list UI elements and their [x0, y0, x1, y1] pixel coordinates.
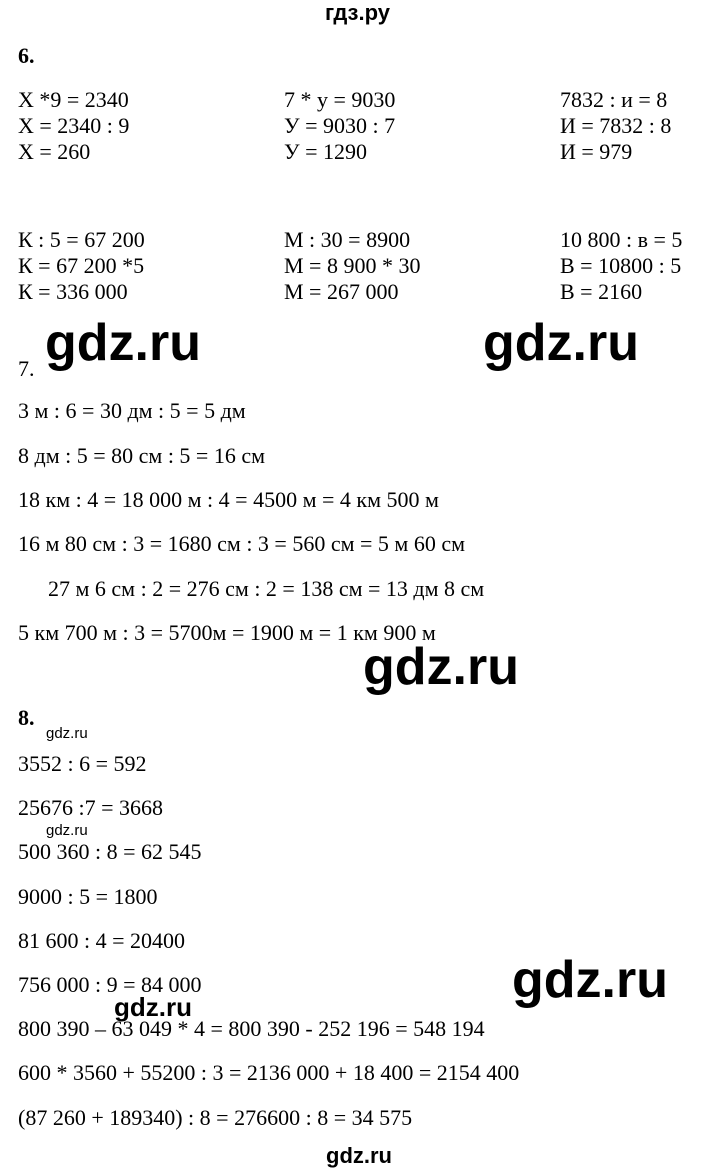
watermark: gdz.ru — [512, 951, 668, 1009]
watermark-medium: gdz.ru — [114, 992, 192, 1022]
task-8-line: 9000 : 5 = 1800 — [18, 884, 158, 909]
task-6-block1-col3 — [560, 87, 671, 165]
task-7-line: 16 м 80 см : 3 = 1680 см : 3 = 560 см = 5 м 60 см — [18, 531, 466, 556]
equation-line: К = 336 000 — [18, 279, 128, 304]
task-8-line: 800 390 – 63 049 * 4 = 800 390 - 252 196 = 548 194 — [18, 1016, 485, 1041]
task-8-line: 500 360 : 8 = 62 545 — [18, 839, 202, 864]
watermark-small: gdz.ru — [46, 725, 88, 742]
task-8-line: 756 000 : 9 = 84 000 — [18, 972, 202, 997]
equation-line: X = 2340 : 9 — [18, 113, 130, 138]
equation-line: К = 67 200 *5 — [18, 253, 145, 278]
site-header: гдз.ру — [325, 0, 390, 25]
equation-line: X = 260 — [18, 139, 91, 164]
task-6-block2-col2 — [284, 227, 420, 305]
watermark-small: gdz.ru — [46, 822, 88, 839]
equation-line: 7832 : и = 8 — [560, 87, 668, 112]
equation-line: У = 9030 : 7 — [284, 113, 396, 138]
equation-line: М = 8 900 * 30 — [284, 253, 421, 278]
task-6-block1-col2 — [284, 87, 395, 165]
equation-line: М : 30 = 8900 — [284, 227, 411, 252]
equation-line: И = 7832 : 8 — [560, 113, 672, 138]
task-7-number: 7. — [18, 356, 35, 381]
task-8-line: 81 600 : 4 = 20400 — [18, 928, 186, 953]
equation-line: 10 800 : в = 5 — [560, 227, 683, 252]
task-8-line: 25676 :7 = 3668 — [18, 795, 164, 820]
equation-line: К : 5 = 67 200 — [18, 227, 145, 252]
equation-line: 7 * у = 9030 — [284, 87, 396, 112]
task-7-line: 3 м : 6 = 30 дм : 5 = 5 дм — [18, 398, 246, 423]
watermark: gdz.ru — [363, 638, 519, 696]
task-6-block2-col1 — [18, 227, 145, 305]
task-7-line: 27 м 6 см : 2 = 276 см : 2 = 138 см = 13 дм 8 см — [48, 576, 485, 601]
task-6-block2-col3 — [560, 227, 682, 305]
task-7-line: 8 дм : 5 = 80 см : 5 = 16 см — [18, 443, 266, 468]
equation-line: И = 979 — [560, 139, 633, 164]
task-6-block1-col1 — [18, 87, 129, 165]
task-8-line: 3552 : 6 = 592 — [18, 751, 147, 776]
equation-line: М = 267 000 — [284, 279, 399, 304]
task-8-line: (87 260 + 189340) : 8 = 276600 : 8 = 34 575 — [18, 1105, 413, 1130]
equation-line: X *9 = 2340 — [18, 87, 129, 112]
task-6-number: 6. — [18, 43, 35, 68]
watermark: gdz.ru — [45, 314, 201, 372]
task-7-line: 18 км : 4 = 18 000 м : 4 = 4500 м = 4 км 500 м — [18, 487, 439, 512]
watermark: gdz.ru — [483, 314, 639, 372]
task-8-line: 600 * 3560 + 55200 : 3 = 2136 000 + 18 400 = 2154 400 — [18, 1060, 520, 1085]
equation-line: У = 1290 — [284, 139, 367, 164]
equation-line: В = 2160 — [560, 279, 643, 304]
task-7-line: 5 км 700 м : 3 = 5700м = 1900 м = 1 км 900 м — [18, 620, 436, 645]
equation-line: В = 10800 : 5 — [560, 253, 682, 278]
task-8-number: 8. — [18, 705, 35, 730]
footer-watermark: gdz.ru — [326, 1143, 392, 1168]
